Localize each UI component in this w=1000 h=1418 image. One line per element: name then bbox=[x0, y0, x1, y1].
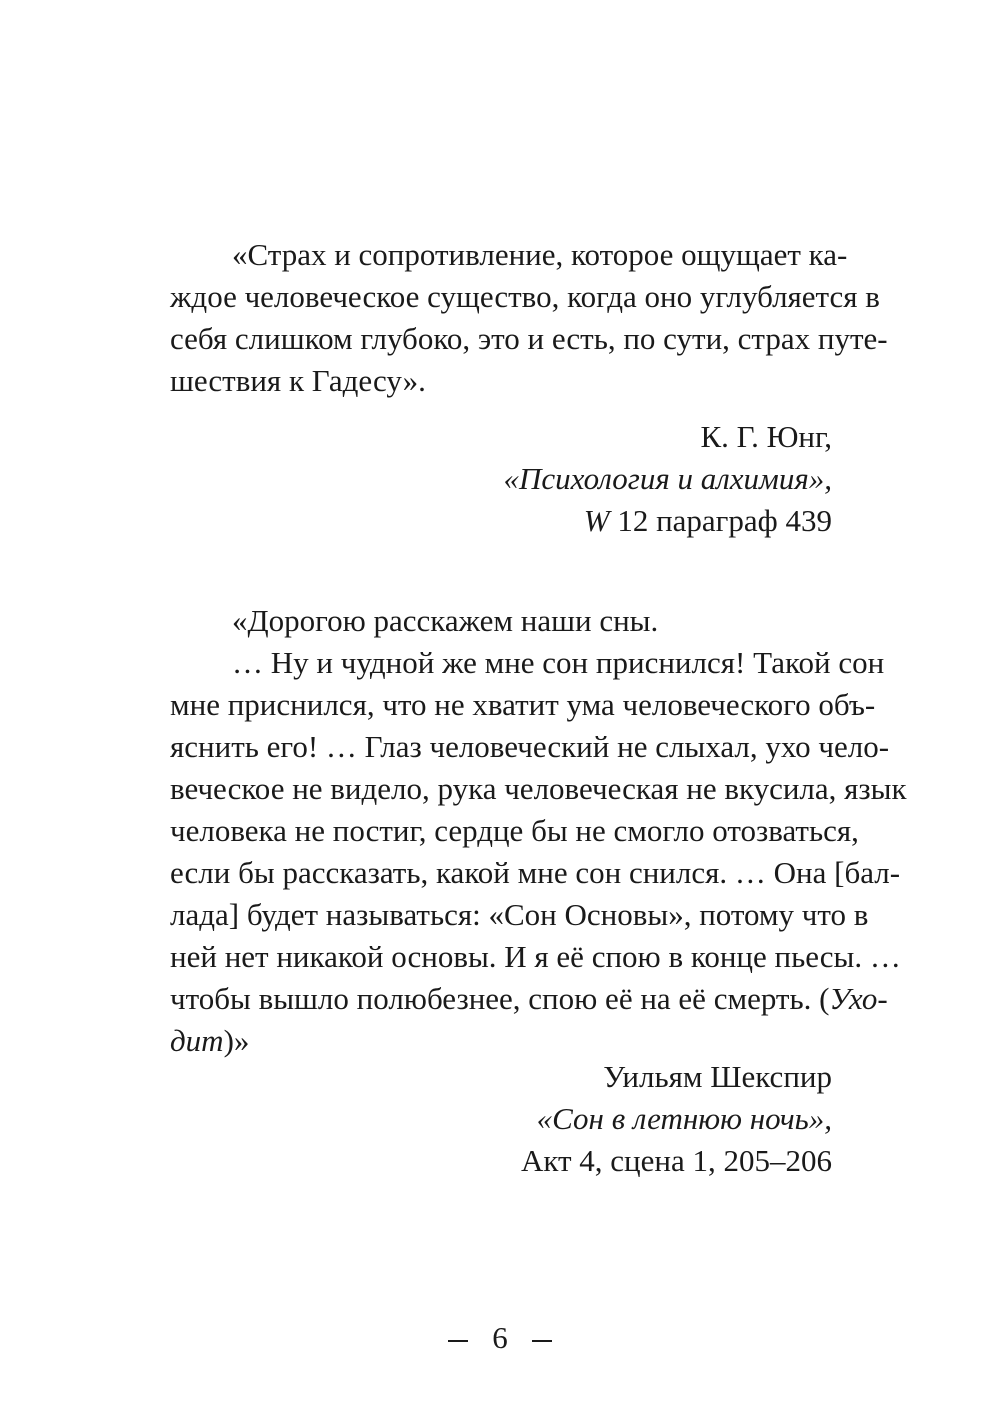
epigraph-line: … Ну и чудной же мне сон приснился! Такой сон bbox=[232, 645, 885, 680]
epigraph-line: ней нет никакой основы. И я её спою в конце пьесы. … bbox=[170, 939, 901, 974]
attribution-author: Уильям Шекспир bbox=[603, 1059, 832, 1094]
attribution-jung bbox=[504, 416, 832, 542]
epigraph-line: «Страх и сопротивление, которое ощущает ка- bbox=[232, 237, 848, 272]
epigraph-line: мне приснился, что не хватит ума человеческого объ- bbox=[170, 687, 876, 722]
epigraph-line: человека не постиг, сердце бы не смогло отозваться, bbox=[170, 813, 859, 848]
epigraph-line: «Дорогою расскажем наши сны. bbox=[232, 603, 659, 638]
epigraph-line: если бы рассказать, какой мне сон снился. … Она [бал- bbox=[170, 855, 901, 890]
attribution-reference bbox=[504, 500, 832, 542]
final-rest: )» bbox=[223, 1023, 250, 1058]
reference-italic: W bbox=[583, 503, 610, 538]
epigraph-line: себя слишком глубоко, это и есть, по сути, страх путе- bbox=[170, 321, 888, 356]
dash-right bbox=[532, 1340, 552, 1342]
final-italic: дит bbox=[170, 1023, 224, 1058]
epigraph-shakespeare bbox=[170, 600, 907, 1062]
attribution-reference: Акт 4, сцена 1, 205–206 bbox=[520, 1143, 832, 1178]
epigraph-line: веческое не видело, рука человеческая не вкусила, язык bbox=[170, 771, 907, 806]
attribution-shakespeare bbox=[521, 1056, 832, 1182]
attribution-work: «Сон в летнюю ночь», bbox=[536, 1101, 832, 1136]
epigraph-jung bbox=[170, 234, 888, 402]
line-italic: Ухо- bbox=[829, 981, 888, 1016]
line-text: чтобы вышло полюбезнее, спою её на её смерть. ( bbox=[170, 981, 830, 1016]
page-number-value: 6 bbox=[492, 1320, 508, 1355]
attribution-author: К. Г. Юнг, bbox=[700, 419, 832, 454]
attribution-work: «Психология и алхимия», bbox=[503, 461, 832, 496]
reference-rest: 12 параграф 439 bbox=[609, 503, 832, 538]
epigraph-line: шествия к Гадесу». bbox=[170, 363, 426, 398]
epigraph-line: яснить его! … Глаз человеческий не слыхал, ухо чело- bbox=[170, 729, 890, 764]
dash-left bbox=[448, 1340, 468, 1342]
epigraph-line: лада] будет называться: «Сон Основы», потому что в bbox=[170, 897, 869, 932]
page-number bbox=[0, 1318, 1000, 1358]
epigraph-line: ждое человеческое существо, когда оно углубляется в bbox=[170, 279, 880, 314]
epigraph-line bbox=[170, 978, 888, 1020]
